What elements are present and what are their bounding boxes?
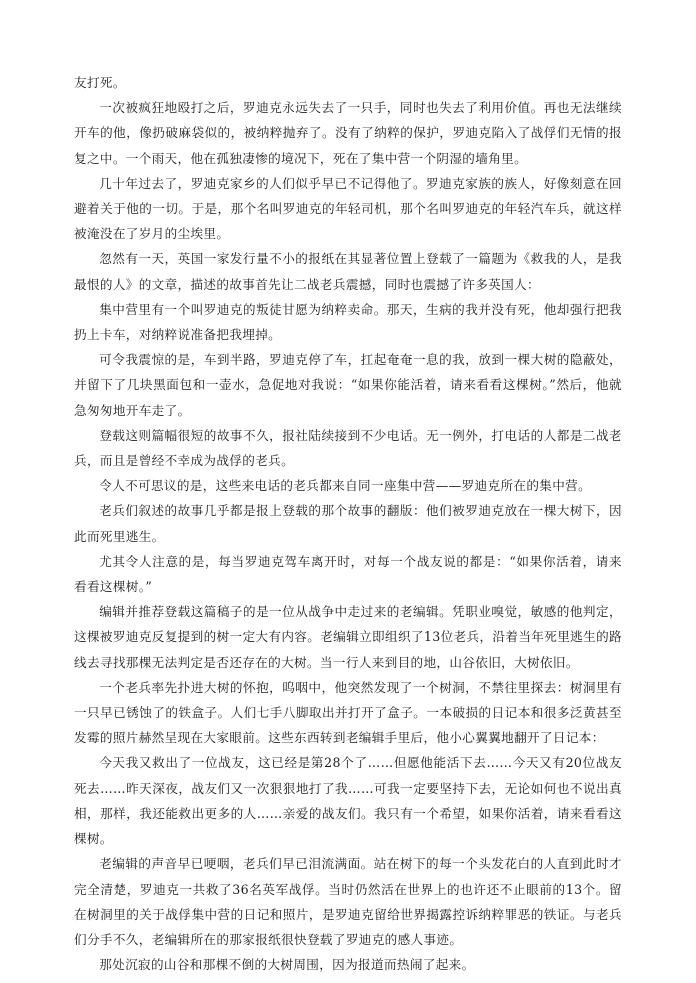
- paragraph: 编辑并推荐登载这篇稿子的是一位从战争中走过来的老编辑。凭职业嗅觉，敏感的他判定，这棵被罗迪克反复提到的树一定大有内容。老编辑立即组织了13位老兵，沿着当年死里逃生的路线去寻找那棵无法判定是否还存在的大树。当一行人来到目的地，山谷依旧，大树依旧。: [74, 604, 622, 670]
- paragraph: 那处沉寂的山谷和那棵不倒的大树周围，因为报道而热闹了起来。: [99, 957, 475, 973]
- paragraph: 几十年过去了，罗迪克家乡的人们似乎早已不记得他了。罗迪克家族的族人，好像刻意在回避着关于他的一切。于是，那个名叫罗迪克的年轻司机，那个名叫罗迪克的年轻汽车兵，就这样被淹没在了岁月的尘埃里。: [74, 175, 622, 242]
- paragraph: 一次被疯狂地殴打之后，罗迪克永远失去了一只手，同时也失去了利用价值。再也无法继续开车的他，像扔破麻袋似的，被纳粹抛弃了。没有了纳粹的保护，罗迪克陷入了战俘们无情的报复之中。一个雨天，他在孤独凄惨的境况下，死在了集中营一个阴湿的墙角里。: [74, 100, 622, 166]
- paragraph: 令人不可思议的是，这些来电话的老兵都来自同一座集中营——罗迪克所在的集中营。: [99, 478, 592, 494]
- paragraph: 老兵们叙述的故事几乎都是报上登载的那个故事的翻版：他们被罗迪克放在一棵大树下，因此而死里逃生。: [74, 503, 622, 544]
- document-page: [74, 70, 622, 977]
- paragraph: 老编辑的声音早已哽咽，老兵们早已泪流满面。站在树下的每一个头发花白的人直到此时才完全清楚，罗迪克一共救了36名英军战俘。当时仍然活在世界上的也许还不止眼前的13个。留在树洞里的关于战俘集中营的日记和照片，是罗迪克留给世界揭露控诉纳粹罪恶的铁证。与老兵们分手不久，老编辑所在的那家报纸很快登载了罗迪克的感人事迹。: [74, 856, 622, 947]
- paragraph: 登载这则篇幅很短的故事不久，报社陆续接到不少电话。无一例外，打电话的人都是二战老兵，而且是曾经不幸成为战俘的老兵。: [74, 427, 622, 469]
- paragraph: 可令我震惊的是，车到半路，罗迪克停了车，扛起奄奄一息的我，放到一棵大树的隐蔽处，并留下了几块黑面包和一壶水，急促地对我说：“如果你能活着，请来看看这棵树。”然后，他就急匆匆地开车走了。: [74, 352, 622, 418]
- paragraph: 一个老兵率先扑进大树的怀抱，呜咽中，他突然发现了一个树洞，不禁往里探去：树洞里有一只早已锈蚀了的铁盒子。人们七手八脚取出并打开了盒子。一本破损的日记本和很多泛黄甚至发霉的照片赫然呈现在大家眼前。这些东西转到老编辑手里后，他小心翼翼地翻开了日记本：: [74, 679, 622, 746]
- paragraph: 集中营里有一个叫罗迪克的叛徒甘愿为纳粹卖命。那天，生病的我并没有死，他却强行把我扔上卡车，对纳粹说准备把我埋掉。: [74, 301, 622, 343]
- paragraph: 忽然有一天，英国一家发行量不小的报纸在其显著位置上登载了一篇题为《救我的人，是我最恨的人》的文章，描述的故事首先让二战老兵震撼，同时也震撼了许多英国人：: [74, 251, 622, 292]
- paragraph: 尤其令人注意的是，每当罗迪克驾车离开时，对每一个战友说的都是：“如果你活着，请来看看这棵树。”: [74, 553, 622, 595]
- paragraph: 今天我又救出了一位战友，这已经是第28个了……但愿他能活下去……今天又有20位战友死去……昨天深夜，战友们又一次狠狠地打了我……可我一定要坚持下去，无论如何也不说出真相，那样，我还能救出更多的人……亲爱的战友们。我只有一个希望，如果你活着，请来看看这棵树。: [74, 755, 622, 847]
- paragraph: 友打死。: [74, 75, 126, 90]
